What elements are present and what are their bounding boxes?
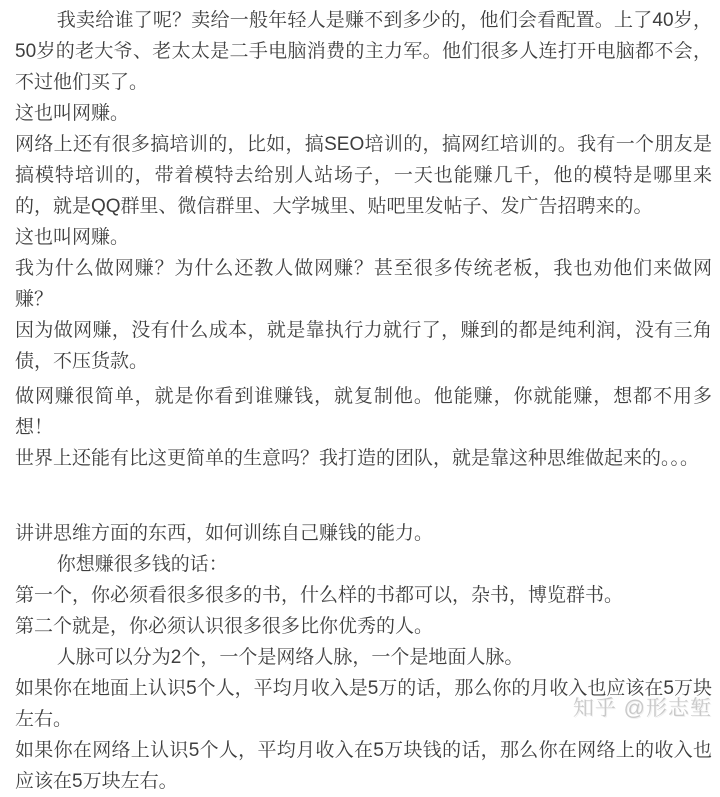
paragraph-10: 你想赚很多钱的话：	[56, 554, 228, 575]
paragraph-15: 如果你在网络上认识5个人，平均月收入在5万块钱的话，那么你在网络上的收入也应该在5万块左右。	[15, 740, 712, 792]
paragraph-2: 这也叫网赚。	[15, 103, 130, 124]
paragraph-1: 我卖给谁了呢？卖给一般年轻人是赚不到多少的，他们会看配置。上了40岁，50岁的老大爷、老太太是二手电脑消费的主力军。他们很多人连打开电脑都不会，不过他们买了。	[15, 10, 712, 93]
paragraph-9: 讲讲思维方面的东西，如何训练自己赚钱的能力。	[15, 523, 434, 544]
paragraph-3: 网络上还有很多搞培训的，比如，搞SEO培训的，搞网红培训的。我有一个朋友是搞模特培训的，带着模特去给别人站场子，一天也能赚几千，他的模特是哪里来的，就是QQ群里、微信群里、大学城里、贴吧里发帖子、发广告招聘来的。	[15, 134, 712, 217]
zhihu-watermark: 知乎 @形志堑	[572, 697, 712, 720]
paragraph-8: 世界上还能有比这更简单的生意吗？我打造的团队，就是靠这种思维做起来的。。。	[15, 448, 700, 469]
paragraph-14: 如果你在地面上认识5个人，平均月收入是5万的话，那么你的月收入也应该在5万块左右。	[15, 678, 712, 730]
paragraph-4: 这也叫网赚。	[15, 227, 130, 248]
paragraph-12: 第二个就是，你必须认识很多很多比你优秀的人。	[15, 616, 434, 637]
paragraph-13: 人脉可以分为2个，一个是网络人脉，一个是地面人脉。	[56, 647, 524, 668]
paragraph-11: 第一个，你必须看很多很多的书，什么样的书都可以，杂书，博览群书。	[15, 585, 624, 606]
paragraph-7: 做网赚很简单，就是你看到谁赚钱，就复制他。他能赚，你就能赚，想都不用多想！	[15, 386, 712, 438]
paragraph-6: 因为做网赚，没有什么成本，就是靠执行力就行了，赚到的都是纯利润，没有三角债，不压货款。	[15, 320, 712, 372]
paragraph-5: 我为什么做网赚？为什么还教人做网赚？甚至很多传统老板，我也劝他们来做网赚？	[15, 258, 712, 310]
